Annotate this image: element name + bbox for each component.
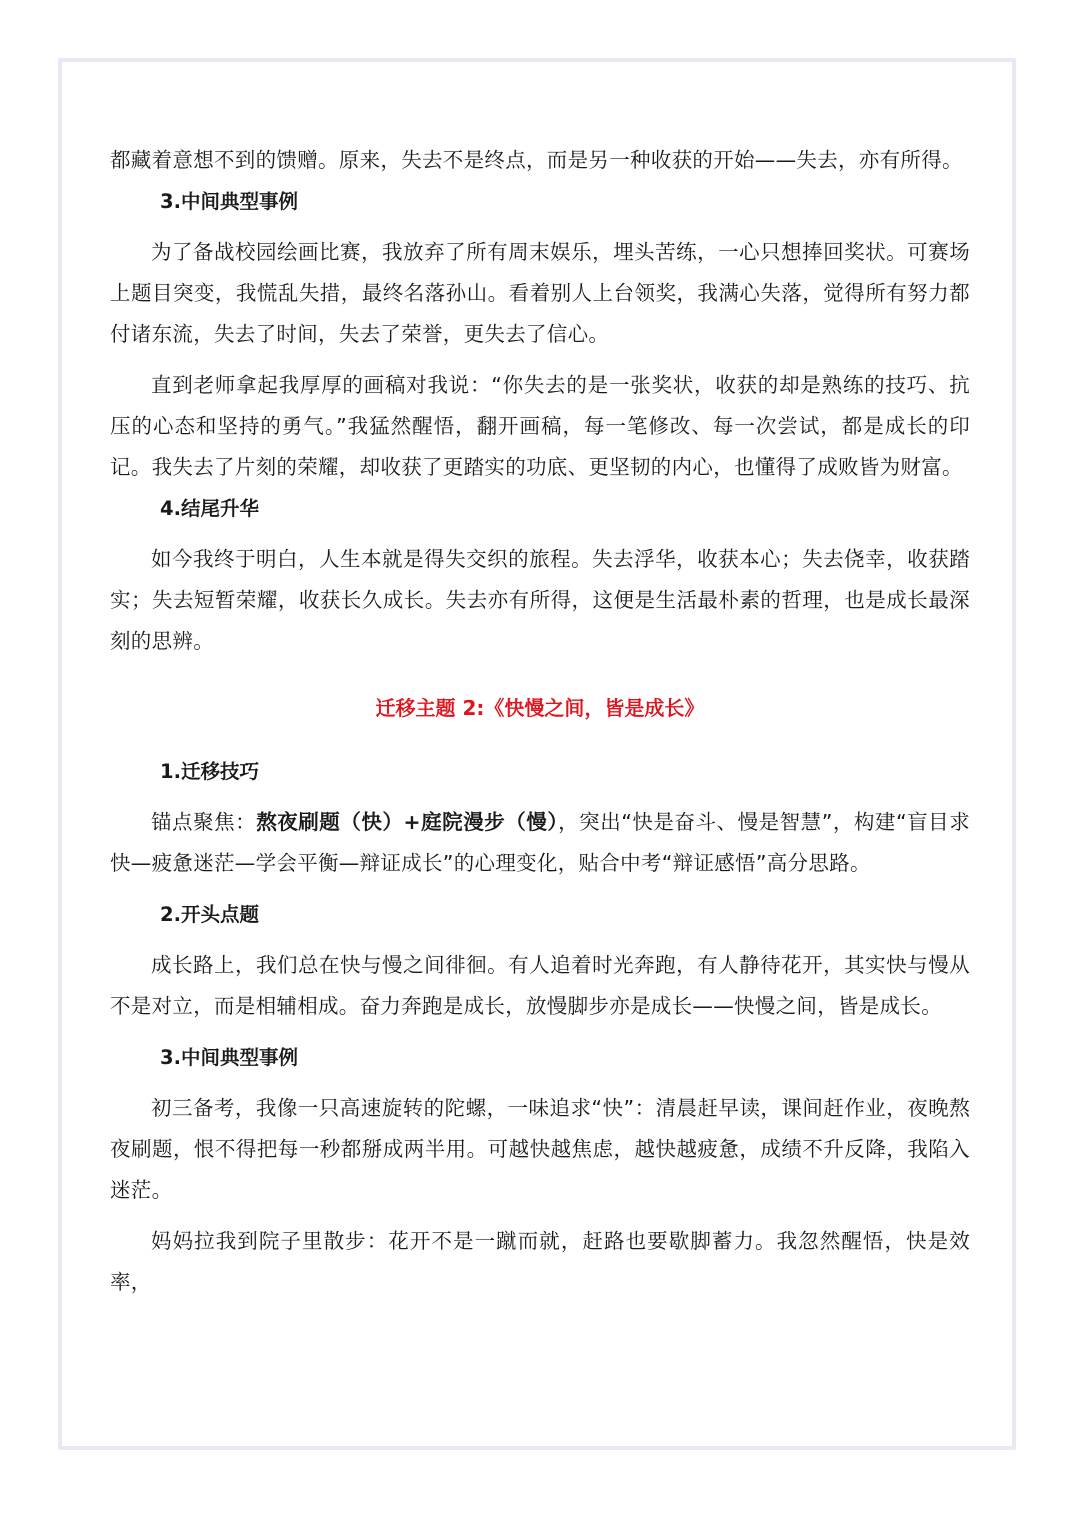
section-heading-middle-example: 3.中间典型事例 — [160, 190, 298, 213]
document-body — [110, 140, 970, 1303]
anchor-tail: ，突出“快是奋斗、慢是智慧”，构建“盲目求快—疲惫迷茫—学会平衡—辩证成长”的心理变化，贴合中考“辩证感悟”高分思路。 — [110, 810, 970, 875]
paragraph-teacher-advice: 直到老师拿起我厚厚的画稿对我说：“你失去的是一张奖状，收获的却是熟练的技巧、抗压的心态和坚持的勇气。”我猛然醒悟，翻开画稿，每一笔修改、每一次尝试，都是成长的印记。我失去了片刻的荣耀，却收获了更踏实的功底、更坚韧的内心，也懂得了成败皆为财富。 — [110, 373, 970, 479]
paragraph-opening: 成长路上，我们总在快与慢之间徘徊。有人追着时光奔跑，有人静待花开，其实快与慢从不是对立，而是相辅相成。奋力奔跑是成长，放慢脚步亦是成长——快慢之间，皆是成长。 — [110, 953, 970, 1018]
section-heading-middle-example-2: 3.中间典型事例 — [160, 1046, 298, 1069]
anchor-lead: 锚点聚焦： — [151, 810, 257, 834]
section-heading-ending: 4.结尾升华 — [160, 497, 259, 520]
paragraph-conclusion: 如今我终于明白，人生本就是得失交织的旅程。失去浮华，收获本心；失去侥幸，收获踏实；失去短暂荣耀，收获长久成长。失去亦有所得，这便是生活最朴素的哲理，也是成长最深刻的思辨。 — [110, 547, 970, 653]
paragraph-continuation: 都藏着意想不到的馈赠。原来，失去不是终点，而是另一种收获的开始——失去，亦有所得。 — [110, 148, 963, 172]
theme-title: 迁移主题 2:《快慢之间，皆是成长》 — [375, 696, 705, 720]
paragraph-mother-walk: 妈妈拉我到院子里散步：花开不是一蹴而就，赶路也要歇脚蓄力。我忽然醒悟，快是效率， — [110, 1229, 970, 1294]
paragraph-drawing-contest: 为了备战校园绘画比赛，我放弃了所有周末娱乐，埋头苦练，一心只想捧回奖状。可赛场上题目突变，我慌乱失措，最终名落孙山。看着别人上台领奖，我满心失落，觉得所有努力都付诸东流，失去了时间，失去了荣誉，更失去了信心。 — [110, 240, 970, 346]
anchor-bold-phrase: 熬夜刷题（快）+庭院漫步（慢） — [256, 810, 559, 834]
paragraph-anchor-focus — [110, 802, 970, 884]
section-heading-skill: 1.迁移技巧 — [160, 760, 259, 783]
paragraph-exam-prep: 初三备考，我像一只高速旋转的陀螺，一味追求“快”：清晨赶早读，课间赶作业，夜晚熬夜刷题，恨不得把每一秒都掰成两半用。可越快越焦虑，越快越疲惫，成绩不升反降，我陷入迷茫。 — [110, 1096, 970, 1202]
section-heading-opening: 2.开头点题 — [160, 903, 259, 926]
